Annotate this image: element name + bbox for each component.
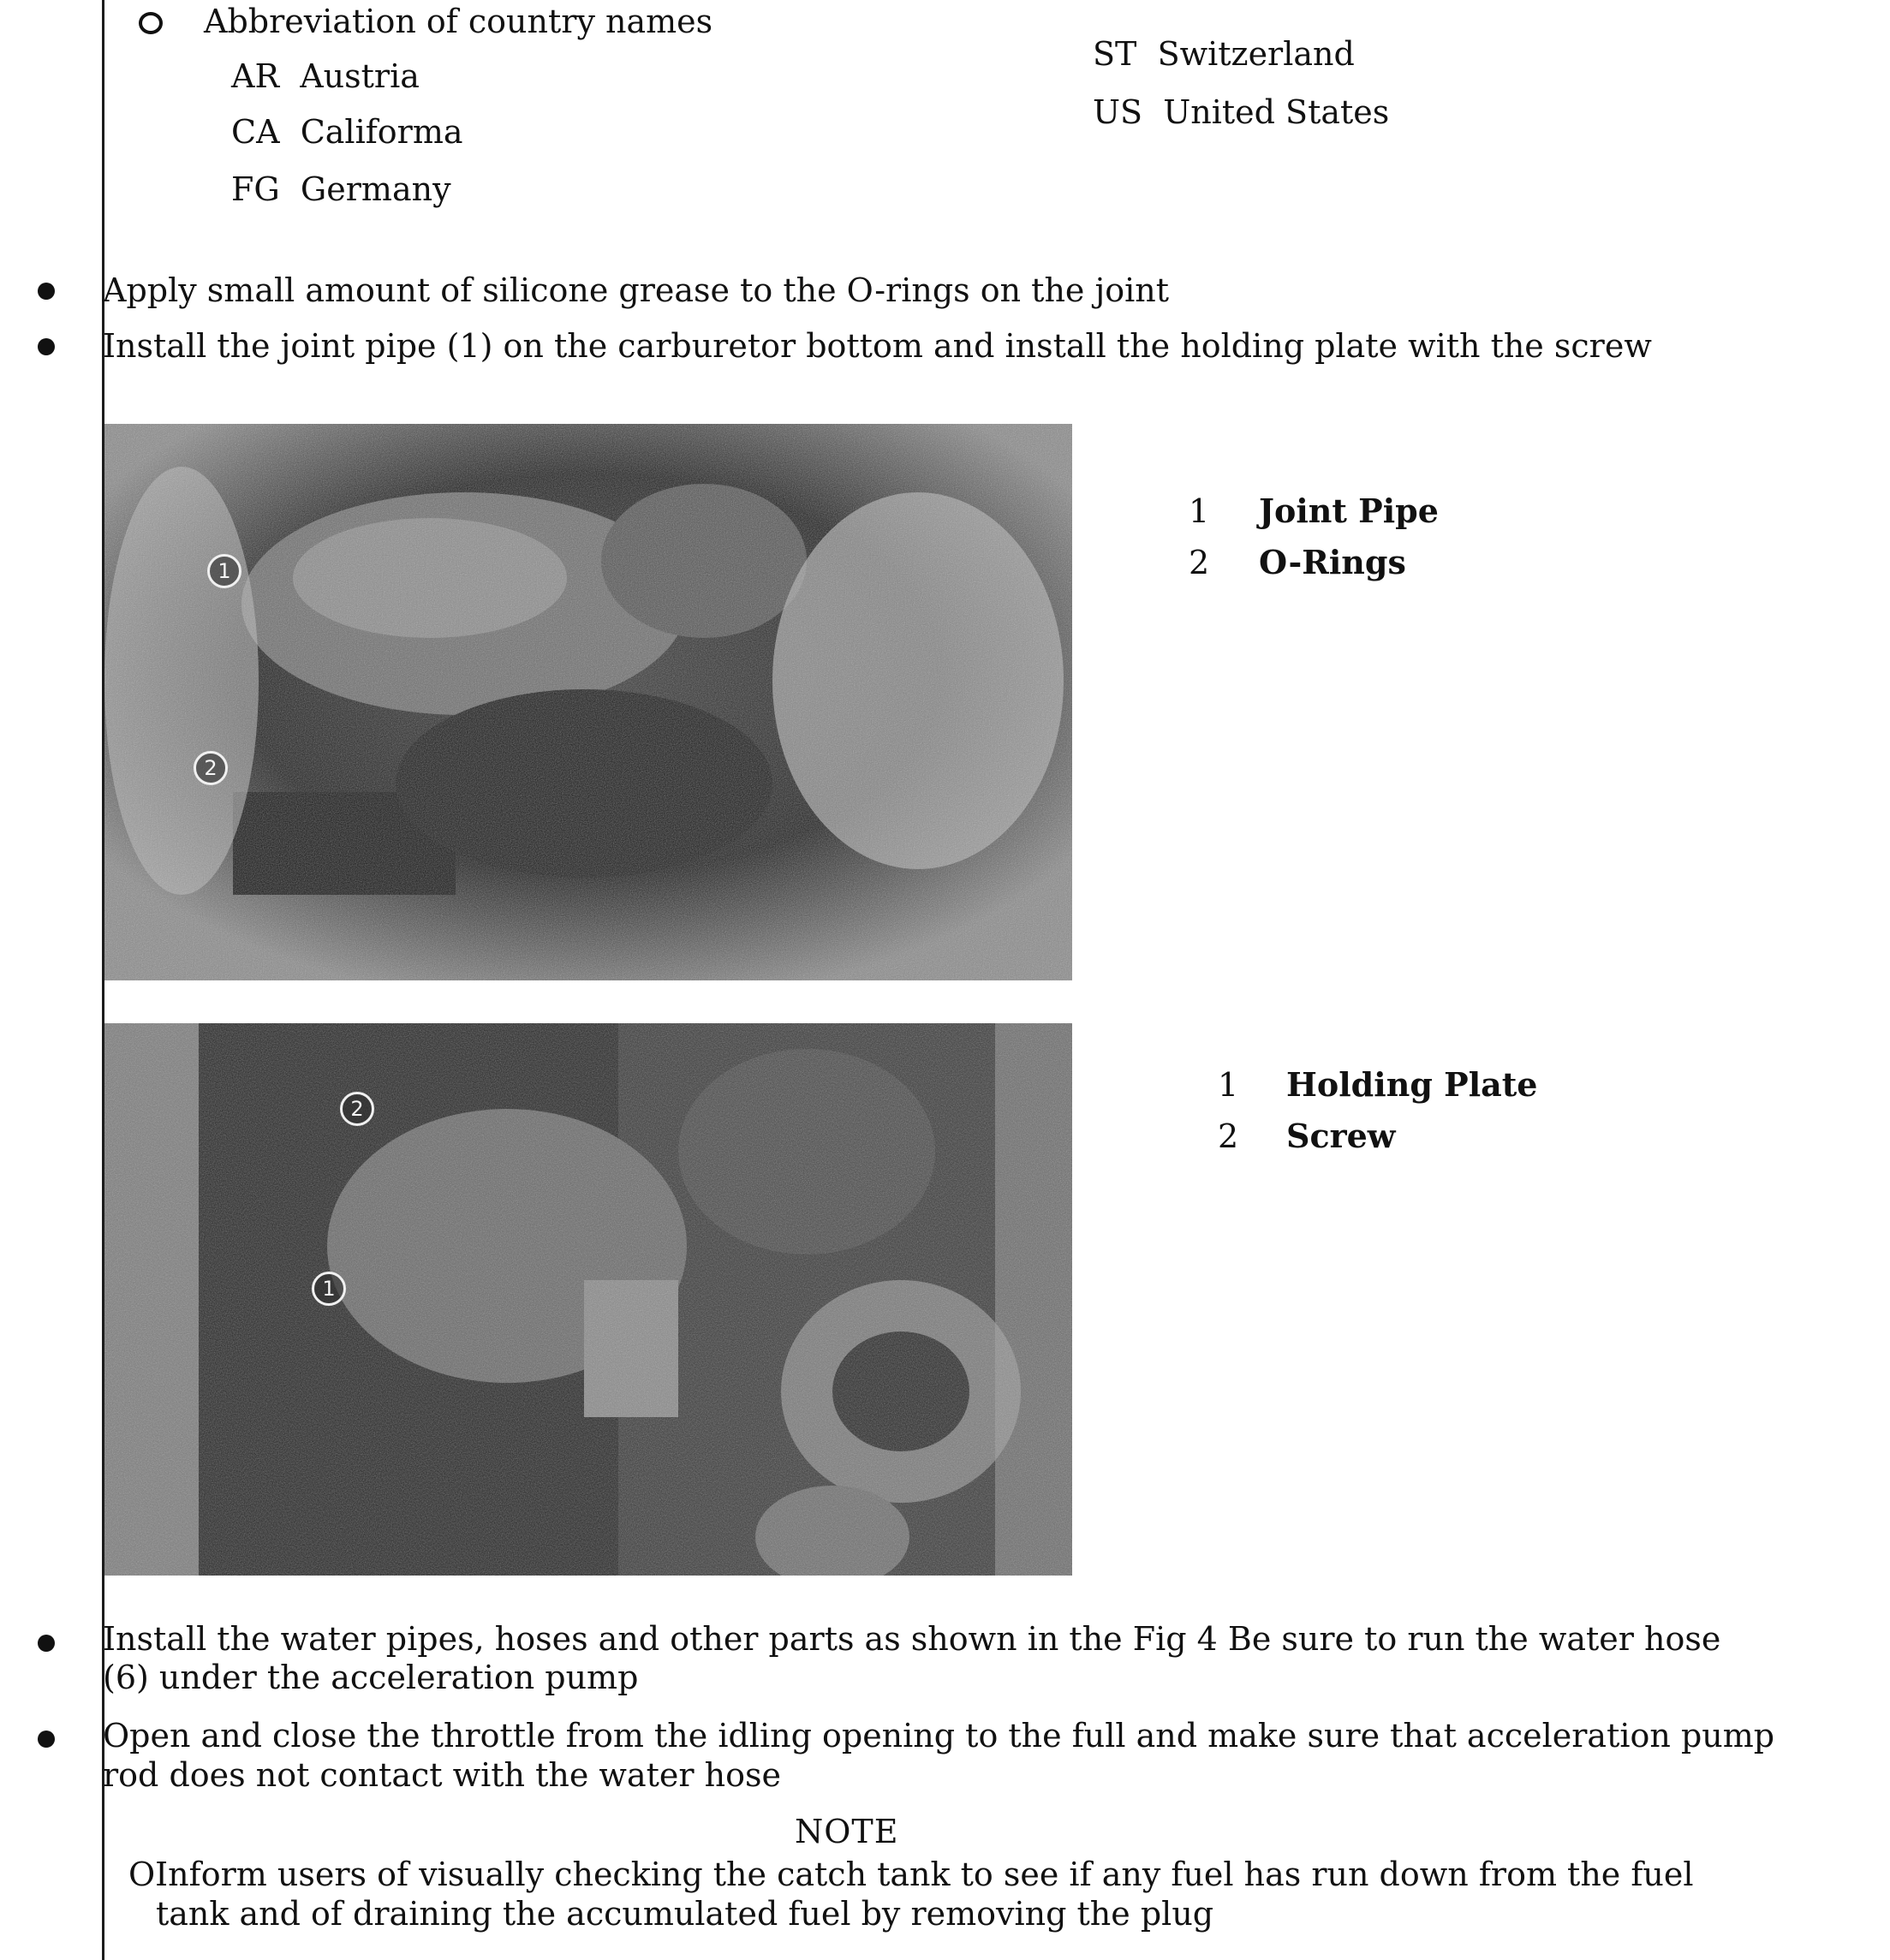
hollow-bullet-icon	[139, 12, 163, 34]
legend-number: 1	[1189, 492, 1210, 530]
abbreviation-heading: Abbreviation of country names	[204, 3, 713, 40]
note-text: OInform users of visually checking the catch tank to see if any fuel has run down from the fuel	[128, 1856, 1694, 1893]
step-text: Open and close the throttle from the idling opening to the full and make sure that acceleration pump	[103, 1717, 1775, 1754]
legend-label: Joint Pipe	[1259, 491, 1439, 530]
bullet-icon	[38, 1635, 55, 1652]
step-text: Install the water pipes, hoses and other parts as shown in the Fig 4 Be sure to run the water hose	[103, 1620, 1721, 1658]
abbrev-code: ST	[1093, 35, 1137, 73]
bullet-icon	[38, 1731, 55, 1748]
legend-label: Screw	[1286, 1117, 1396, 1155]
abbrev-item	[231, 112, 463, 152]
note-text: tank and of draining the accumulated fuel by removing the plug	[156, 1895, 1214, 1933]
step-text: Apply small amount of silicone grease to the O-rings on the joint	[103, 271, 1170, 309]
abbrev-code: CA	[231, 113, 280, 151]
bullet-icon	[38, 338, 55, 355]
legend-number: 2	[1189, 544, 1210, 581]
note-title: NOTE	[795, 1813, 899, 1850]
step-text: Install the joint pipe (1) on the carburetor bottom and install the holding plate with the screw	[103, 327, 1652, 365]
abbrev-country: Switzerland	[1157, 35, 1355, 73]
abbrev-country: United States	[1163, 93, 1390, 131]
abbrev-item	[231, 170, 451, 209]
figure-callout: 1	[312, 1272, 346, 1306]
legend-number: 2	[1218, 1117, 1239, 1155]
abbrev-item	[231, 57, 420, 96]
step-text: (6) under the acceleration pump	[103, 1659, 639, 1696]
abbrev-country: Germany	[300, 170, 451, 208]
abbrev-code: FG	[231, 170, 280, 208]
step-text: rod does not contact with the water hose	[103, 1756, 781, 1794]
figure-callout: 1	[207, 554, 241, 588]
legend-number: 1	[1218, 1066, 1239, 1104]
legend-label: Holding Plate	[1286, 1065, 1538, 1104]
abbrev-country: Califorma	[300, 113, 463, 151]
bullet-icon	[38, 283, 55, 300]
abbrev-country: Austria	[300, 57, 420, 95]
carburetor-photo-holding-plate	[104, 1023, 1072, 1576]
abbrev-code: US	[1093, 93, 1143, 131]
legend-label: O-Rings	[1259, 543, 1406, 581]
abbrev-item	[1093, 92, 1389, 132]
abbrev-item	[1093, 34, 1355, 74]
carburetor-photo-joint-pipe	[104, 424, 1072, 980]
abbrev-code: AR	[231, 57, 280, 95]
figure-callout: 2	[194, 751, 228, 785]
figure-callout: 2	[340, 1092, 374, 1126]
